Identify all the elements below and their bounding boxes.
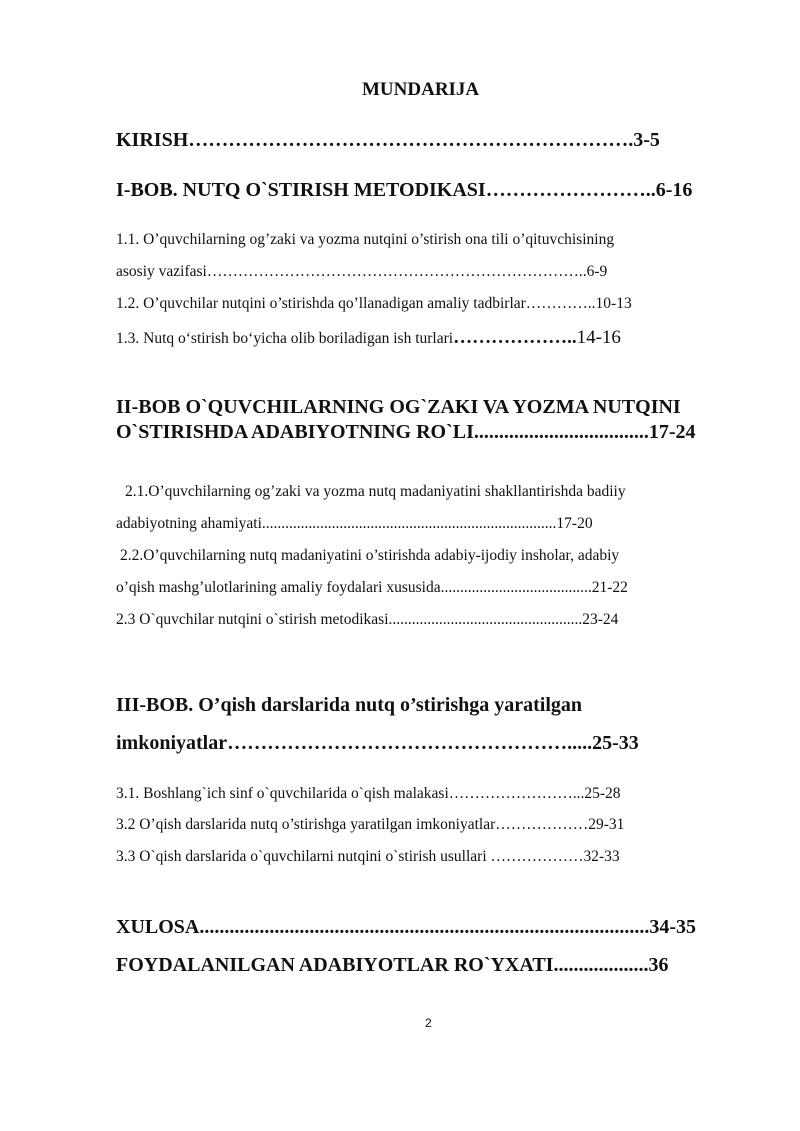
toc-chapter-2-heading-line1: II-BOB O`QUVCHILARNING OG`ZAKI VA YOZMA NUTQINI — [116, 396, 681, 418]
toc-kirish: KIRISH………………………………………………………….3-5 — [116, 129, 660, 151]
toc-section-2-1-line2: adabiyotning ahamiyati............................................................................17-20 — [116, 515, 593, 532]
toc-section-1-3-dots: ……………….. — [453, 327, 577, 348]
toc-section-3-3: 3.3 O`qish darslarida o`quvchilarni nutqini o`stirish usullari ………………32-33 — [116, 848, 620, 865]
toc-section-1-3-pages: 14-16 — [576, 327, 621, 348]
toc-chapter-1-heading: I-BOB. NUTQ O`STIRISH METODIKASI……………………..6-16 — [116, 179, 693, 201]
toc-section-1-3 — [116, 327, 621, 349]
toc-section-1-3-text: 1.3. Nutq o‘stirish bo‘yicha olib boriladigan ish turlari — [116, 330, 454, 347]
toc-xulosa: XULOSA..........................................................................................34-35 — [116, 916, 697, 938]
toc-section-2-3: 2.3 O`quvchilar nutqini o`stirish metodikasi..................................................23-24 — [116, 611, 619, 628]
toc-section-3-2: 3.2 O’qish darslarida nutq o’stirishga yaratilgan imkoniyatlar………………29-31 — [116, 816, 625, 833]
toc-section-2-2-line1: 2.2.O’quvchilarning nutq madaniyatini o’stirishda adabiy-ijodiy insholar, adabiy — [120, 547, 620, 564]
page-number: 2 — [425, 1016, 432, 1030]
toc-adabiyotlar: FOYDALANILGAN ADABIYOTLAR RO`YXATI...................36 — [116, 954, 669, 976]
toc-section-1-2: 1.2. O’quvchilar nutqini o’stirishda qo’llanadigan amaliy tadbirlar…………..10-13 — [116, 295, 632, 312]
page-title: MUNDARIJA — [362, 79, 480, 100]
toc-section-1-1-line2: asosiy vazifasi………………………………………………………………..6-9 — [116, 263, 608, 280]
toc-chapter-3-heading-line1: III-BOB. O’qish darslarida nutq o’stirishga yaratilgan — [116, 694, 583, 716]
toc-chapter-2-heading-line2: O`STIRISHDA ADABIYOTNING RO`LI...................................17-24 — [116, 421, 696, 443]
toc-chapter-3-heading-line2: imkoniyatlar…………………………………………….....25-33 — [116, 732, 639, 754]
toc-section-1-1-line1: 1.1. O’quvchilarning og’zaki va yozma nutqini o’stirish ona tili o’qituvchisining — [116, 231, 615, 248]
toc-section-2-1-line1: 2.1.O’quvchilarning og’zaki va yozma nutq madaniyatini shakllantirishda badiiy — [125, 483, 626, 500]
toc-section-3-1: 3.1. Boshlang`ich sinf o`quvchilarida o`qish malakasi……………………...25-28 — [116, 785, 621, 802]
toc-section-2-2-line2: o’qish mashg’ulotlarining amaliy foydalari xususida.......................................21-22 — [116, 579, 628, 596]
